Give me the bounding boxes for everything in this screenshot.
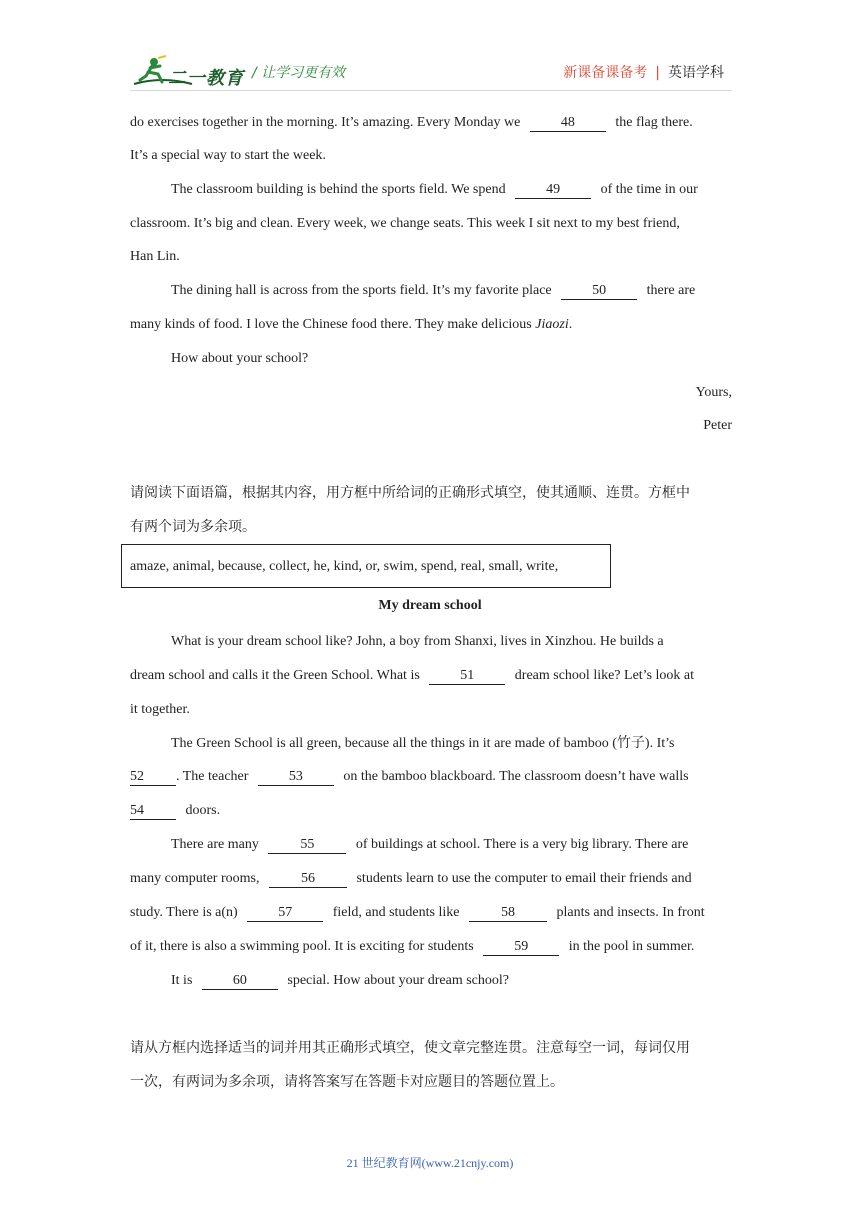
page-header	[0, 0, 860, 100]
text-span: of buildings at school. There is a very big library. There are	[355, 837, 689, 852]
text-span: of it, there is also a swimming pool. It is exciting for students	[130, 939, 474, 954]
text-line	[130, 903, 732, 923]
blank-56: 56	[269, 871, 347, 888]
blank-50: 50	[561, 283, 637, 300]
text-line	[130, 315, 732, 335]
blank-54: 54	[130, 803, 176, 820]
text-line: It’s a special way to start the week.	[130, 148, 326, 163]
passage-title: My dream school	[378, 598, 482, 613]
logo-text: 二一教育	[168, 68, 244, 89]
text-span: dream school like? Let’s look at	[514, 668, 695, 683]
text-line: Han Lin.	[130, 249, 180, 264]
text-span: . The teacher	[176, 769, 249, 784]
instruction-line: 有两个词为多余项。	[130, 519, 256, 535]
text-span: students learn to use the computer to email their friends and	[356, 871, 692, 886]
blank-52: 52	[130, 769, 176, 786]
text-line	[130, 869, 732, 889]
header-divider	[130, 90, 732, 91]
header-slogan: / 让学习更有效	[252, 65, 346, 81]
text-span: There are many	[171, 837, 259, 852]
text-span: It is	[171, 973, 193, 988]
text-line	[130, 971, 732, 991]
blank-60: 60	[202, 973, 278, 990]
text-span: many kinds of food. I love the Chinese food there. They make delicious	[130, 317, 536, 332]
word-box: amaze, animal, because, collect, he, kind, or, swim, spend, real, small, write,	[121, 544, 611, 588]
text-span: plants and insects. In front	[556, 905, 705, 920]
blank-58: 58	[469, 905, 547, 922]
text-span: study. There is a(n)	[130, 905, 238, 920]
header-course-label: 新课备课备考	[563, 65, 648, 81]
text-line	[130, 835, 732, 855]
text-span: of the time in our	[600, 182, 698, 197]
text-span: dream school and calls it the Green School. What is	[130, 668, 420, 683]
blank-48: 48	[530, 115, 606, 132]
italic-word: Jiaozi	[535, 317, 569, 332]
text-span: the flag there.	[615, 115, 693, 130]
text-span: in the pool in summer.	[568, 939, 695, 954]
instruction-line: 一次，有两词为多余项，请将答案写在答题卡对应题目的答题位置上。	[130, 1074, 564, 1090]
text-span: special. How about your dream school?	[287, 973, 509, 988]
text-line: it together.	[130, 702, 190, 717]
text-span: The classroom building is behind the sports field. We spend	[171, 182, 506, 197]
blank-49: 49	[515, 182, 591, 199]
text-line: classroom. It’s big and clean. Every week, we change seats. This week I sit next to my best friend,	[130, 216, 680, 231]
text-span: many computer rooms,	[130, 871, 260, 886]
text-span: field, and students like	[332, 905, 460, 920]
text-span: .	[568, 317, 573, 332]
text-line	[130, 666, 732, 686]
text-line	[130, 801, 732, 821]
text-line	[130, 113, 732, 133]
text-line	[130, 281, 732, 301]
text-span: do exercises together in the morning. It’s amazing. Every Monday we	[130, 115, 521, 130]
text-span: on the bamboo blackboard. The classroom doesn’t have walls	[343, 769, 689, 784]
header-subject-label: 英语学科	[668, 65, 724, 81]
signature: Peter	[703, 418, 732, 433]
text-span: there are	[646, 283, 696, 298]
blank-57: 57	[247, 905, 323, 922]
text-line	[130, 937, 732, 957]
blank-59: 59	[483, 939, 559, 956]
blank-51: 51	[429, 668, 505, 685]
instruction-line: 请从方框内选择适当的词并用其正确形式填空，使文章完整连贯。注意每空一词，每词仅用	[130, 1040, 690, 1056]
blank-55: 55	[268, 837, 346, 854]
text-line: What is your dream school like? John, a boy from Shanxi, lives in Xinzhou. He builds a	[171, 634, 664, 649]
closing-yours: Yours,	[695, 385, 732, 400]
text-line	[130, 180, 732, 200]
text-span: The dining hall is across from the sports field. It’s my favorite place	[171, 283, 552, 298]
text-span: doors.	[185, 803, 221, 818]
header-right	[563, 62, 724, 82]
text-line: The Green School is all green, because all the things in it are made of bamboo (竹子). It’s	[171, 736, 675, 751]
blank-53: 53	[258, 769, 334, 786]
text-line: How about your school?	[171, 351, 309, 366]
header-separator: |	[655, 65, 660, 81]
page-footer: 21 世纪教育网(www.21cnjy.com)	[346, 1156, 514, 1170]
instruction-line: 请阅读下面语篇，根据其内容，用方框中所给词的正确形式填空，使其通顺、连贯。方框中	[130, 485, 690, 501]
text-line	[130, 767, 732, 787]
